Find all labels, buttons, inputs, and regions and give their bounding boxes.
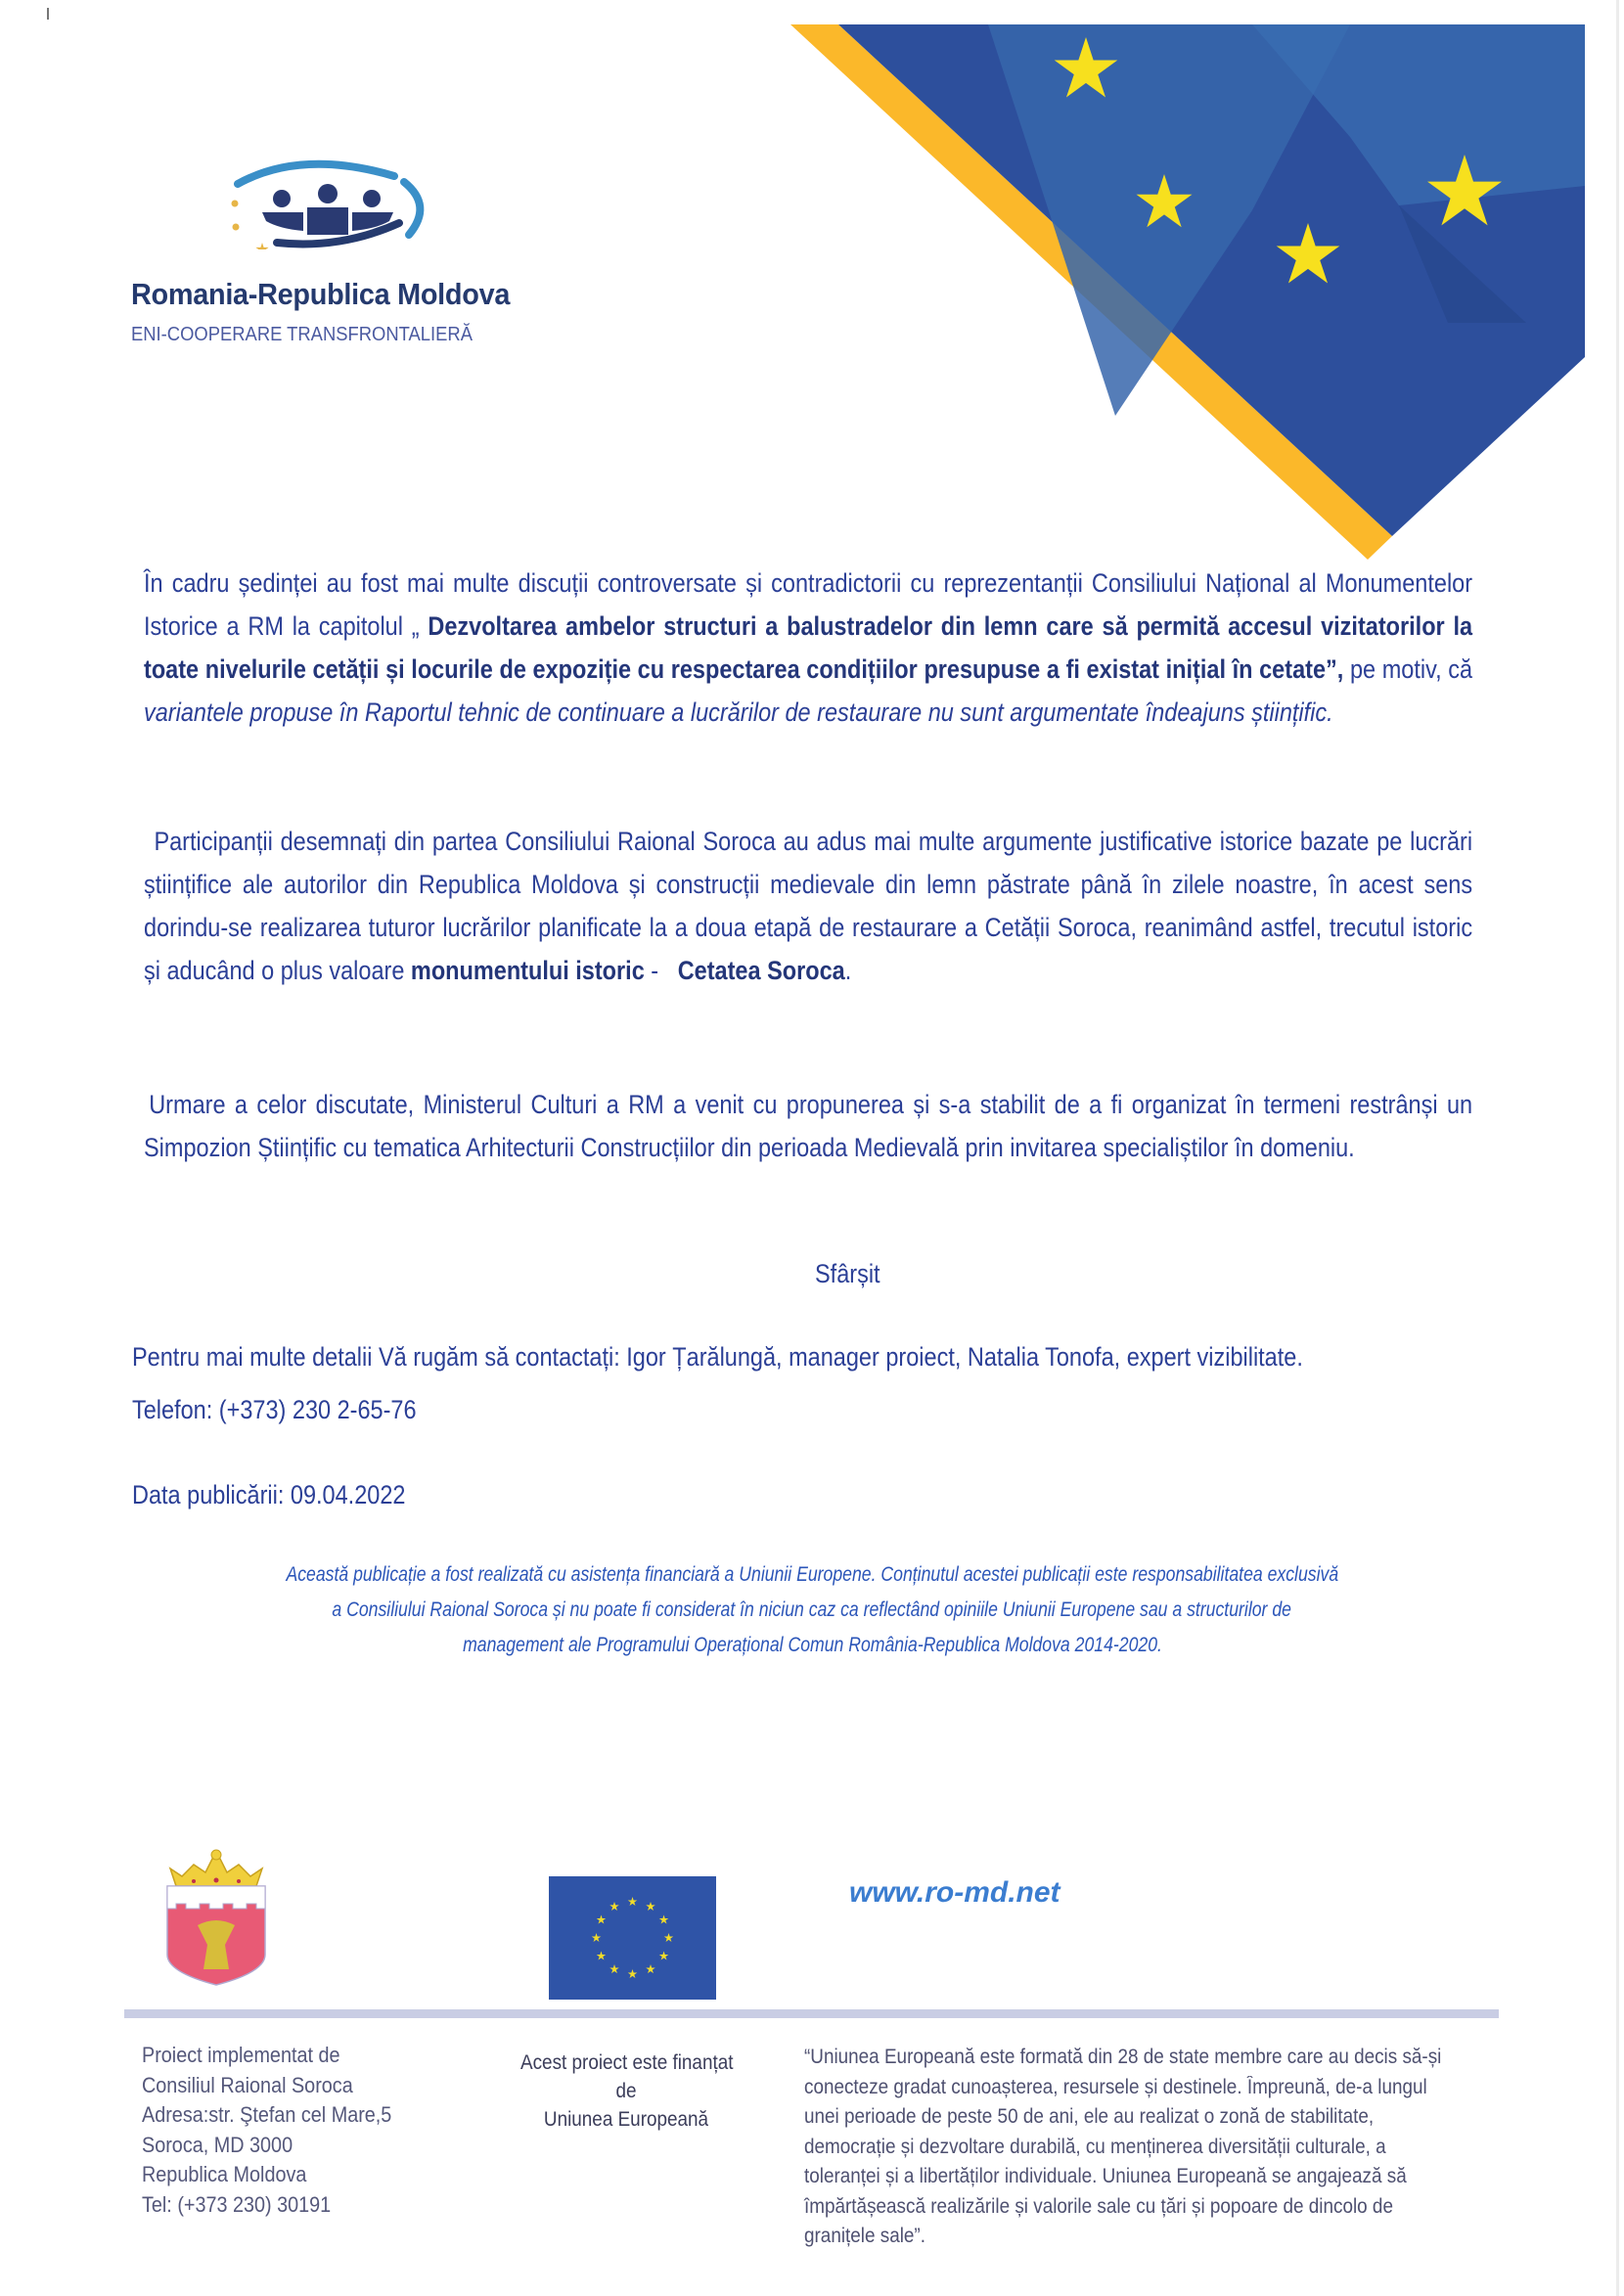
soroca-coat-of-arms [164, 1847, 268, 1986]
quote-line: conecteze gradat cunoașterea, resursele și destinele. Împreună, de-a lungul [804, 2075, 1427, 2098]
quote-line: democrație și dezvoltare durabilă, cu menținerea diversității culturale, a [804, 2135, 1386, 2158]
paragraph-meeting-discussions [144, 562, 1472, 734]
disclaimer-line: Această publicație a fost realizată cu asistența financiară a Uniunii Europene. Conținutul acestei publicații este responsabilitatea exclusivă [286, 1563, 1338, 1586]
paragraph-symposium: Urmare a celor discutate, Ministerul Culturi a RM a venit cu propunerea și s-a stabilit de a fi organizat în termeni restrânși un Simpozion Științific cu tematica Arhitecturii Construcțiilor din perioada Medievală prin invitarea specialiștilor în domeniu. [144, 1090, 1473, 1162]
disclaimer-line: management ale Programului Operațional Comun România-Republica Moldova 2014-2020. [462, 1634, 1162, 1656]
p1-bold-topic: Dezvoltarea ambelor structuri a balustradelor din lemn care să permită accesul vizitatorilor la toate nivelurile cetății și locurile de expoziție cu respectarea condițiilor presupuse a fi existat inițial în cetate”, [144, 611, 1473, 684]
p2-bold-fortress: Cetatea Soroca [677, 956, 845, 985]
p2-dash: - [644, 956, 678, 985]
footer-divider [124, 2009, 1499, 2018]
implementer-country: Republica Moldova [142, 2162, 307, 2186]
p1-italic-reason: variantele propuse în Raportul tehnic de continuare a lucrărilor de restaurare nu sunt argumentate îndeajuns științific. [144, 698, 1333, 727]
quote-line: împărtășească realizările și valorile sale cu țări și popoare de dincolo de [804, 2194, 1393, 2218]
funding-line: Uniunea Europeană [543, 2108, 709, 2131]
implementer-phone: Tel: (+373 230) 30191 [142, 2191, 332, 2217]
p2-intro: Participanții desemnați din partea Consiliului Raional Soroca au adus mai multe argumente justificative istorice bazate pe lucrări științifice ale autorilor din Republica Moldova și construcții medievale din lemn păstrate până în zilele noastre, în acest sens dorindu-se realizarea tuturor lucrărilor planificate la a doua etapă de restaurare a Cetății Soroca, reanimând astfel, trecutul istoric și aducând o plus valoare [144, 827, 1473, 985]
funding-line: Acest proiect este finanțat [520, 2051, 734, 2074]
quote-line: “Uniunea Europeană este formată din 28 de state membre care au decis să-și [804, 2046, 1442, 2068]
people-table-logo-icon [223, 157, 429, 249]
eu-quote [804, 2043, 1512, 2252]
funding-statement [509, 2048, 744, 2134]
p1-middle: pe motiv, că [1343, 654, 1473, 684]
logo-title: Romania-Republica Moldova [131, 277, 511, 311]
implementer-city: Soroca, MD 3000 [142, 2132, 293, 2157]
implementer-line: Consiliul Raional Soroca [142, 2072, 353, 2097]
logo-subtitle: ENI-COOPERARE TRANSFRONTALIERĂ [131, 324, 473, 345]
contact-phone: Telefon: (+373) 230 2-65-76 [132, 1395, 417, 1424]
program-website-link[interactable]: www.ro-md.net [849, 1876, 1060, 1909]
quote-line: toleranței și a libertăților individuale. Uniunea Europeană se angajează să [804, 2165, 1407, 2187]
funding-line: de [615, 2080, 637, 2102]
implementer-info [142, 2041, 420, 2220]
end-label: Sfârșit [815, 1259, 880, 1288]
p2-bold-monument: monumentului istoric [410, 956, 645, 985]
quote-line: unei perioade de peste 50 de ani, ele au realizat o zonă de stabilitate, [804, 2105, 1375, 2128]
eu-disclaimer [117, 1557, 1507, 1663]
eu-flag [549, 1876, 716, 2000]
p2-end: . [844, 956, 852, 985]
publication-date: Data publicării: 09.04.2022 [132, 1480, 406, 1509]
p1-intro: În cadru ședinței au fost mai multe discuții controversate și contradictorii cu reprezentanții Consiliului Național al Monumentelor Istorice a RM la capitolul „ [144, 568, 1473, 641]
contact-details: Pentru mai multe detalii Vă rugăm să contactați: Igor Țarălungă, manager proiect, Natalia Tonofa, expert vizibilitate. [132, 1342, 1303, 1372]
implementer-address: Adresa:str. Ştefan cel Mare,5 [142, 2102, 392, 2127]
disclaimer-line: a Consiliului Raional Soroca și nu poate fi considerat în niciun caz ca reflectând opiniile Uniunii Europene sau a structurilor de [332, 1598, 1292, 1621]
quote-line: granițele sale”. [804, 2225, 925, 2247]
paragraph-soroca-arguments [144, 820, 1472, 992]
implementer-line: Proiect implementat de [142, 2043, 340, 2067]
